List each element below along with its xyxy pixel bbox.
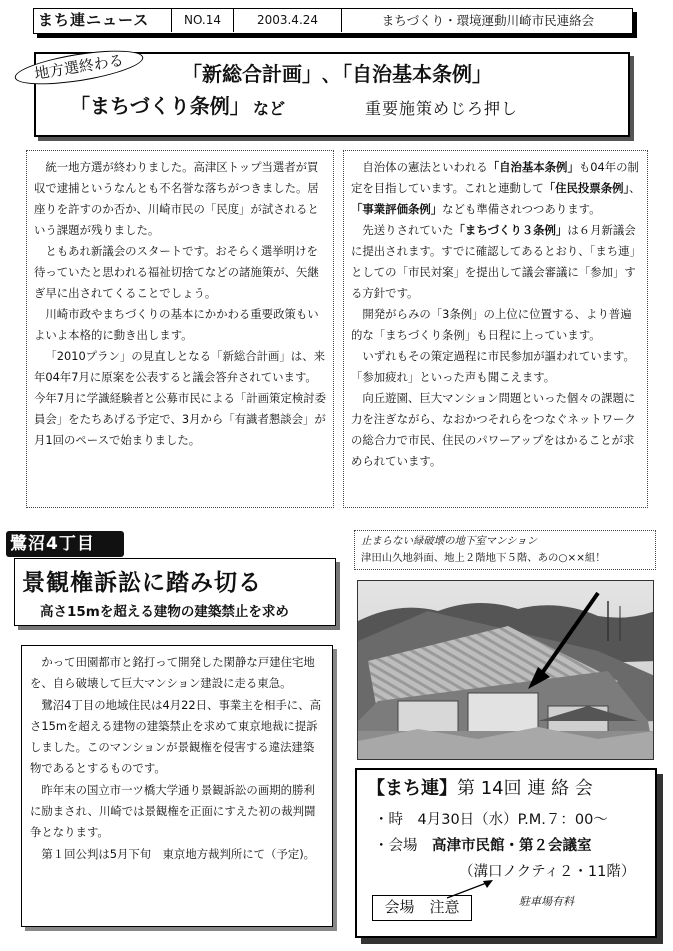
construction-photo — [357, 580, 654, 760]
section-paragraph: 昨年末の国立市一ツ橋大学通り景観訴訟の画期的勝利に励まされ、川崎では景観権を正面にすえた初の裁判闘争となります。 — [30, 782, 316, 840]
issue-number: NO.14 — [172, 9, 234, 32]
article-paragraph: 向丘遊園、巨大マンション問題といった個々の課題に力を注ぎながら、なおかつそれらをつなぐネットワークの総合力で市民、住民のパワーアップをはかることが求められています。 — [351, 391, 636, 468]
section-paragraph: 鷺沼4丁目の地域住民は4月22日、事業主を相手に、高さ15mを超える建物の建築禁止を求めて東京地裁に提訴しました。このマンションが景観権を侵害する違法建築物であるとするものです。 — [30, 697, 321, 776]
headline-line-2-suffix: など — [253, 99, 286, 118]
article-paragraph: 先送りされていた「まちづくり３条例」は６月新議会に提出されます。すでに確認してあるとおり、「まち連」としての「市民対案」を提出して議会審議に「参加」する方針です。 — [351, 223, 641, 300]
article-paragraph: いずれもその策定過程に市民参加が謳われています。「参加疲れ」といった声も聞こえます。 — [351, 349, 635, 384]
parking-note: 駐車場有料 — [519, 895, 574, 908]
photo-drawing — [358, 581, 654, 760]
headline-subtitle: 重要施策めじろ押し — [365, 99, 519, 118]
venue-notice: 会場 注意 — [372, 895, 472, 921]
section-paragraph: 第１回公判は5月下旬 東京地方裁判所にて（予定)。 — [41, 846, 316, 861]
publisher-name: まちづくり・環境運動川崎市民連絡会 — [381, 13, 595, 28]
article-paragraph: ともあれ新議会のスタートです。おそらく選挙明けを待っていたと思われる福祉切捨てなどの諸施策が、矢継ぎ早に出されてくることでしょう。 — [34, 244, 319, 300]
article-paragraph: 川崎市政やまちづくりの基本にかかわる重要政策もいよいよ本格的に動き出します。 — [34, 307, 319, 342]
article-paragraph: 統一地方選が終わりました。高津区トップ当選者が買収で逮捕というなんとも不名誉な落ちがつきました。居座りを許すのか否か、川崎市民の「民度」が試されるという課題が残りました。 — [34, 160, 319, 237]
meeting-place: ・会場 高津市民館・第２会議室 — [374, 838, 592, 854]
issue-date: 2003.4.24 — [234, 9, 342, 32]
article-paragraph: 開発がらみの「3条例」の上位に位置する、より普遍的な「まちづくり条例」も日程に上っています。 — [351, 307, 632, 342]
section-paragraph: かって田園都市と銘打って開発した閑静な戸建住宅地を、自ら破壊して巨大マンション建設に走る東急。 — [30, 655, 315, 691]
headline-tag: 地方選終わる — [13, 44, 146, 91]
masthead — [33, 8, 633, 34]
article-left-column — [26, 150, 334, 508]
meeting-title: 【まち連】第 14回 連 絡 会 — [367, 778, 593, 799]
meeting-place-detail: （溝口ノクティ２・11階） — [459, 864, 636, 880]
article-right-column — [343, 150, 648, 508]
headline-line-1: 「新総合計画」､「自治基本条例」 — [182, 62, 492, 86]
headline-line-2: 「まちづくり条例」 — [70, 94, 250, 118]
photo-caption-detail: 津田山久地斜面、地上２階地下５階、あの○××組！ — [361, 552, 606, 564]
section-title: 景観権訴訟に踏み切る — [22, 570, 262, 596]
section-tag: 鷺沼4丁目 — [6, 531, 124, 557]
section-subtitle: 高さ15mを超える建物の建築禁止を求め — [40, 604, 289, 620]
article-paragraph: 「2010プラン」の見直しとなる「新総合計画」は、来年04年7月に原案を公表すると議会答弁されています。今年7月に学識経験者と公募市民による「計画策定検討委員会」をたちあげる予定で、3月から「有識者懇談会」が月1回のペースで始まりました。 — [34, 349, 327, 447]
photo-caption — [354, 530, 656, 570]
photo-caption-title: 止まらない緑破壊の地下室マンション — [361, 535, 538, 547]
newsletter-title: まち連ニュース — [34, 9, 172, 32]
section-body — [21, 645, 333, 927]
meeting-time: ・時 4月30日（水）P.M.７：00～ — [374, 812, 608, 828]
article-paragraph: 自治体の憲法といわれる「自治基本条例」も04年の制定を目指しています。これと連動して「住民投票条例」、「事業評価条例」なども準備されつつあります。 — [351, 160, 641, 216]
